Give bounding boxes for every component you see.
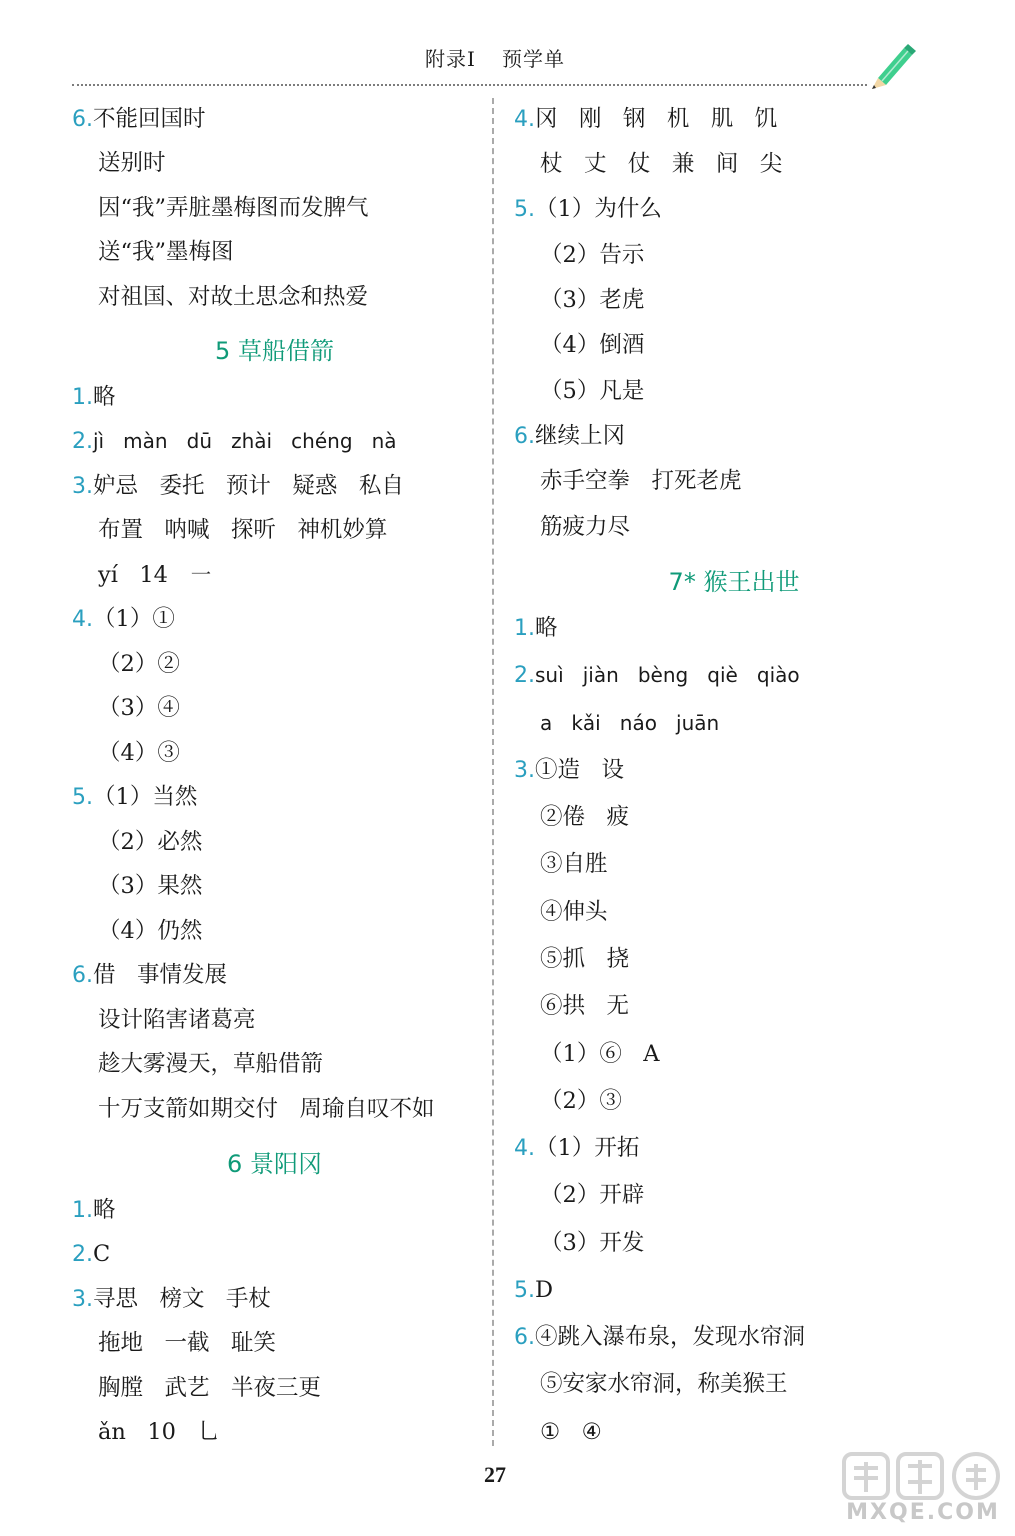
answer-line [540,992,629,1022]
question-number: 1. [72,1198,93,1223]
answer-text: （3）果然 [98,873,203,899]
page-header [0,0,1015,80]
answer-text: C [93,1241,111,1267]
answer-text: ④跳入瀑布泉，发现水帘洞 [535,1324,806,1350]
answer-text: ⑤抓 挠 [540,946,629,972]
answer-text: （3）开发 [540,1230,645,1256]
answer-line [72,383,116,413]
answer-text: 筋疲力尽 [540,514,631,540]
question-number: 3. [72,1287,93,1312]
question-number: 3. [72,474,93,499]
answer-text: 胸膛 武艺 半夜三更 [98,1375,321,1401]
answer-text: 趁大雾漫天，草船借箭 [98,1051,324,1077]
answer-line [98,739,180,769]
watermark-logo-icon [838,1448,1008,1504]
answer-line [514,1134,639,1164]
answer-line [98,1374,321,1404]
answer-line [98,1006,256,1036]
answer-line [514,1276,553,1306]
answer-line [540,286,644,316]
question-number: 2. [72,429,93,454]
answer-text: （4）倒酒 [540,332,645,358]
answer-line [98,149,166,179]
answer-line [72,105,206,135]
answer-text: 赤手空拳 打死老虎 [540,468,742,494]
answer-text: 寻思 榜文 手杖 [93,1286,271,1312]
answer-line [540,377,644,407]
answer-text: 略 [535,615,558,641]
answer-text: D [535,1277,554,1303]
answer-text: （4）仍然 [98,918,203,944]
answer-text: ②倦 疲 [540,804,629,830]
answer-text: ① ④ [540,1419,602,1445]
answer-line [540,1418,602,1448]
answer-text: （1）⑥ A [540,1041,660,1067]
answer-text: （5）凡是 [540,378,645,404]
answer-text: 不能回国时 [93,106,206,132]
header-title [0,43,990,72]
answer-text: （3）老虎 [540,287,645,313]
answer-text: jì màn dū zhài chéng nà [93,429,397,453]
answer-text: 设计陷害诸葛亮 [98,1007,256,1033]
answer-line [540,241,644,271]
answer-text: （3）④ [98,695,180,721]
header-subtitle: 预学单 [501,47,565,71]
answer-line [514,1323,805,1353]
answer-line [72,1285,271,1315]
answer-text: （2）告示 [540,242,645,268]
question-number: 3. [514,758,535,783]
answer-line [540,467,741,497]
answer-line [98,828,202,858]
watermark-text: MXQE.COM [846,1500,1000,1525]
answer-text: 拖地 一截 耻笑 [98,1330,276,1356]
answer-line [514,105,777,135]
answer-text: 布置 呐喊 探听 神机妙算 [98,517,388,543]
answer-text: 继续上冈 [535,423,626,449]
answer-line [72,605,175,635]
answer-line [98,516,387,546]
answer-line [514,661,800,691]
answer-text: 略 [93,1197,116,1223]
answer-line [98,650,180,680]
question-number: 5. [72,785,93,810]
answer-line [98,1050,323,1080]
section-title: 6 景阳冈 [227,1150,322,1178]
answer-text: （2）必然 [98,829,203,855]
answer-line [72,427,397,457]
answer-line [98,1329,276,1359]
answer-line [72,472,404,502]
question-number: 6. [514,424,535,449]
answer-line [540,331,644,361]
answer-line [540,898,608,928]
pencil-icon [866,40,916,90]
answer-line [540,150,782,180]
answer-line [98,561,212,591]
answer-line [98,694,180,724]
answer-line [98,238,234,268]
answer-line [98,1418,220,1448]
question-number: 1. [72,385,93,410]
answer-line [98,194,369,224]
answer-line [72,1240,110,1270]
answer-line [514,614,558,644]
answer-line [540,1229,644,1259]
question-number: 4. [514,1136,535,1161]
answer-text: 冈 刚 钢 机 肌 饥 [535,106,778,132]
answer-text: ①造 设 [535,757,624,783]
answer-line [540,1040,660,1070]
answer-line [540,945,629,975]
answer-line [540,1370,788,1400]
question-number: 2. [514,663,535,688]
answer-line [72,783,197,813]
answer-line [98,283,368,313]
question-number: 2. [72,1242,93,1267]
answer-text: （4）③ [98,740,180,766]
question-number: 6. [514,1325,535,1350]
question-number: 5. [514,197,535,222]
answer-text: 杖 丈 仗 兼 间 尖 [540,151,783,177]
answer-text: 送“我”墨梅图 [98,239,234,265]
answer-line [98,1095,434,1125]
column-divider [492,98,494,1446]
answer-text: （2）③ [540,1088,622,1114]
answer-line [540,709,719,739]
page-number: 27 [484,1462,506,1487]
header-appendix: 附录Ⅰ [425,47,476,71]
answer-line [540,1087,622,1117]
answer-line [540,850,608,880]
answer-text: ⑤安家水帘洞，称美猴王 [540,1371,788,1397]
answer-text: 因“我”弄脏墨梅图而发脾气 [98,195,369,221]
answer-line [540,513,630,543]
answer-text: a kǎi náo juān [540,711,720,735]
answer-text: 借 事情发展 [93,962,227,988]
answer-text: ǎn 10 乚 [98,1419,220,1445]
answer-text: 妒忌 委托 预计 疑惑 私自 [93,473,404,499]
answer-text: 对祖国、对故土思念和热爱 [98,284,369,310]
answer-text: 送别时 [98,150,166,176]
answer-text: （2）开辟 [540,1182,645,1208]
answer-text: （1）① [93,606,175,632]
question-number: 6. [72,963,93,988]
answer-text: （1）开拓 [535,1135,640,1161]
answer-text: suì jiàn bèng qiè qiào [535,663,800,687]
section-title: 7* 猴王出世 [668,568,800,596]
answer-text: 略 [93,384,116,410]
answer-line [540,803,629,833]
answer-text: ④伸头 [540,899,608,925]
question-number: 6. [72,107,93,132]
answer-line [514,195,662,225]
answer-text: （2）② [98,651,180,677]
answer-line [98,917,202,947]
answer-line [514,756,624,786]
question-number: 5. [514,1278,535,1303]
answer-text: 十万支箭如期交付 周瑜自叹不如 [98,1096,435,1122]
answer-line [72,1196,116,1226]
watermark [838,1448,1008,1532]
question-number: 1. [514,616,535,641]
answer-line [98,872,202,902]
section-title: 5 草船借箭 [215,337,334,365]
question-number: 4. [72,607,93,632]
answer-text: ⑥拱 无 [540,993,629,1019]
question-number: 4. [514,107,535,132]
answer-text: （1）为什么 [535,196,662,222]
answer-text: yí 14 ㇐ [98,562,212,588]
answer-line [514,422,625,452]
header-dotted-rule [72,84,867,86]
answer-line [540,1181,644,1211]
answer-text: （1）当然 [93,784,198,810]
answer-text: ③自胜 [540,851,608,877]
answer-line [72,961,227,991]
